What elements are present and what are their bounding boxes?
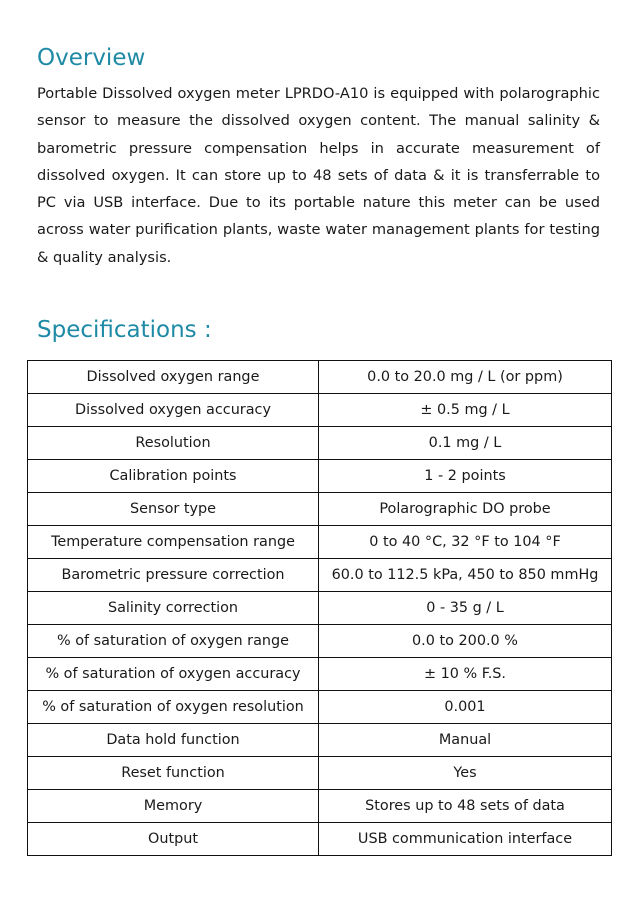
spec-value-cell: ± 10 % F.S. (319, 658, 612, 691)
spec-label-cell: % of saturation of oxygen accuracy (28, 658, 319, 691)
spec-label-cell: Barometric pressure correction (28, 559, 319, 592)
table-row (28, 691, 612, 724)
spec-label-cell: Output (28, 823, 319, 856)
table-row (28, 394, 612, 427)
spec-value-cell: 0.0 to 200.0 % (319, 625, 612, 658)
spec-label-cell: Reset function (28, 757, 319, 790)
spec-value-cell: Polarographic DO probe (319, 493, 612, 526)
table-row (28, 493, 612, 526)
table-row (28, 526, 612, 559)
spec-value-cell: 0.001 (319, 691, 612, 724)
spec-value-cell: 0.1 mg / L (319, 427, 612, 460)
spec-label-cell: Dissolved oxygen range (28, 361, 319, 394)
spec-label-cell: Resolution (28, 427, 319, 460)
spec-label-cell: % of saturation of oxygen resolution (28, 691, 319, 724)
spec-label-cell: Memory (28, 790, 319, 823)
table-row (28, 658, 612, 691)
specifications-table-body (28, 361, 612, 856)
spec-value-cell: 0 - 35 g / L (319, 592, 612, 625)
spec-value-cell: 1 - 2 points (319, 460, 612, 493)
spec-value-cell: USB communication interface (319, 823, 612, 856)
specifications-table (27, 360, 612, 856)
table-row (28, 592, 612, 625)
spec-value-cell: 0 to 40 °C, 32 °F to 104 °F (319, 526, 612, 559)
overview-heading: Overview (37, 45, 146, 71)
spec-label-cell: Temperature compensation range (28, 526, 319, 559)
table-row (28, 790, 612, 823)
spec-label-cell: % of saturation of oxygen range (28, 625, 319, 658)
spec-value-cell: 60.0 to 112.5 kPa, 450 to 850 mmHg (319, 559, 612, 592)
spec-value-cell: Stores up to 48 sets of data (319, 790, 612, 823)
spec-label-cell: Salinity correction (28, 592, 319, 625)
spec-value-cell: Yes (319, 757, 612, 790)
spec-value-cell: ± 0.5 mg / L (319, 394, 612, 427)
overview-paragraph: Portable Dissolved oxygen meter LPRDO-A10 is equipped with polarographic sensor to measure the dissolved oxygen content. The manual salinity & barometric pressure compensation helps in accurate measurement of dissolved oxygen. It can store up to 48 sets of data & it is transferrable to PC via USB interface. Due to its portable nature this meter can be used across water purification plants, waste water management plants for testing & quality analysis. (37, 85, 600, 266)
spec-label-cell: Dissolved oxygen accuracy (28, 394, 319, 427)
table-row (28, 625, 612, 658)
table-row (28, 757, 612, 790)
spec-label-cell: Data hold function (28, 724, 319, 757)
table-row (28, 427, 612, 460)
table-row (28, 559, 612, 592)
table-row (28, 361, 612, 394)
spec-label-cell: Sensor type (28, 493, 319, 526)
specifications-heading: Specifications : (37, 317, 212, 343)
table-row (28, 724, 612, 757)
spec-value-cell: 0.0 to 20.0 mg / L (or ppm) (319, 361, 612, 394)
spec-value-cell: Manual (319, 724, 612, 757)
spec-label-cell: Calibration points (28, 460, 319, 493)
table-row (28, 823, 612, 856)
table-row (28, 460, 612, 493)
